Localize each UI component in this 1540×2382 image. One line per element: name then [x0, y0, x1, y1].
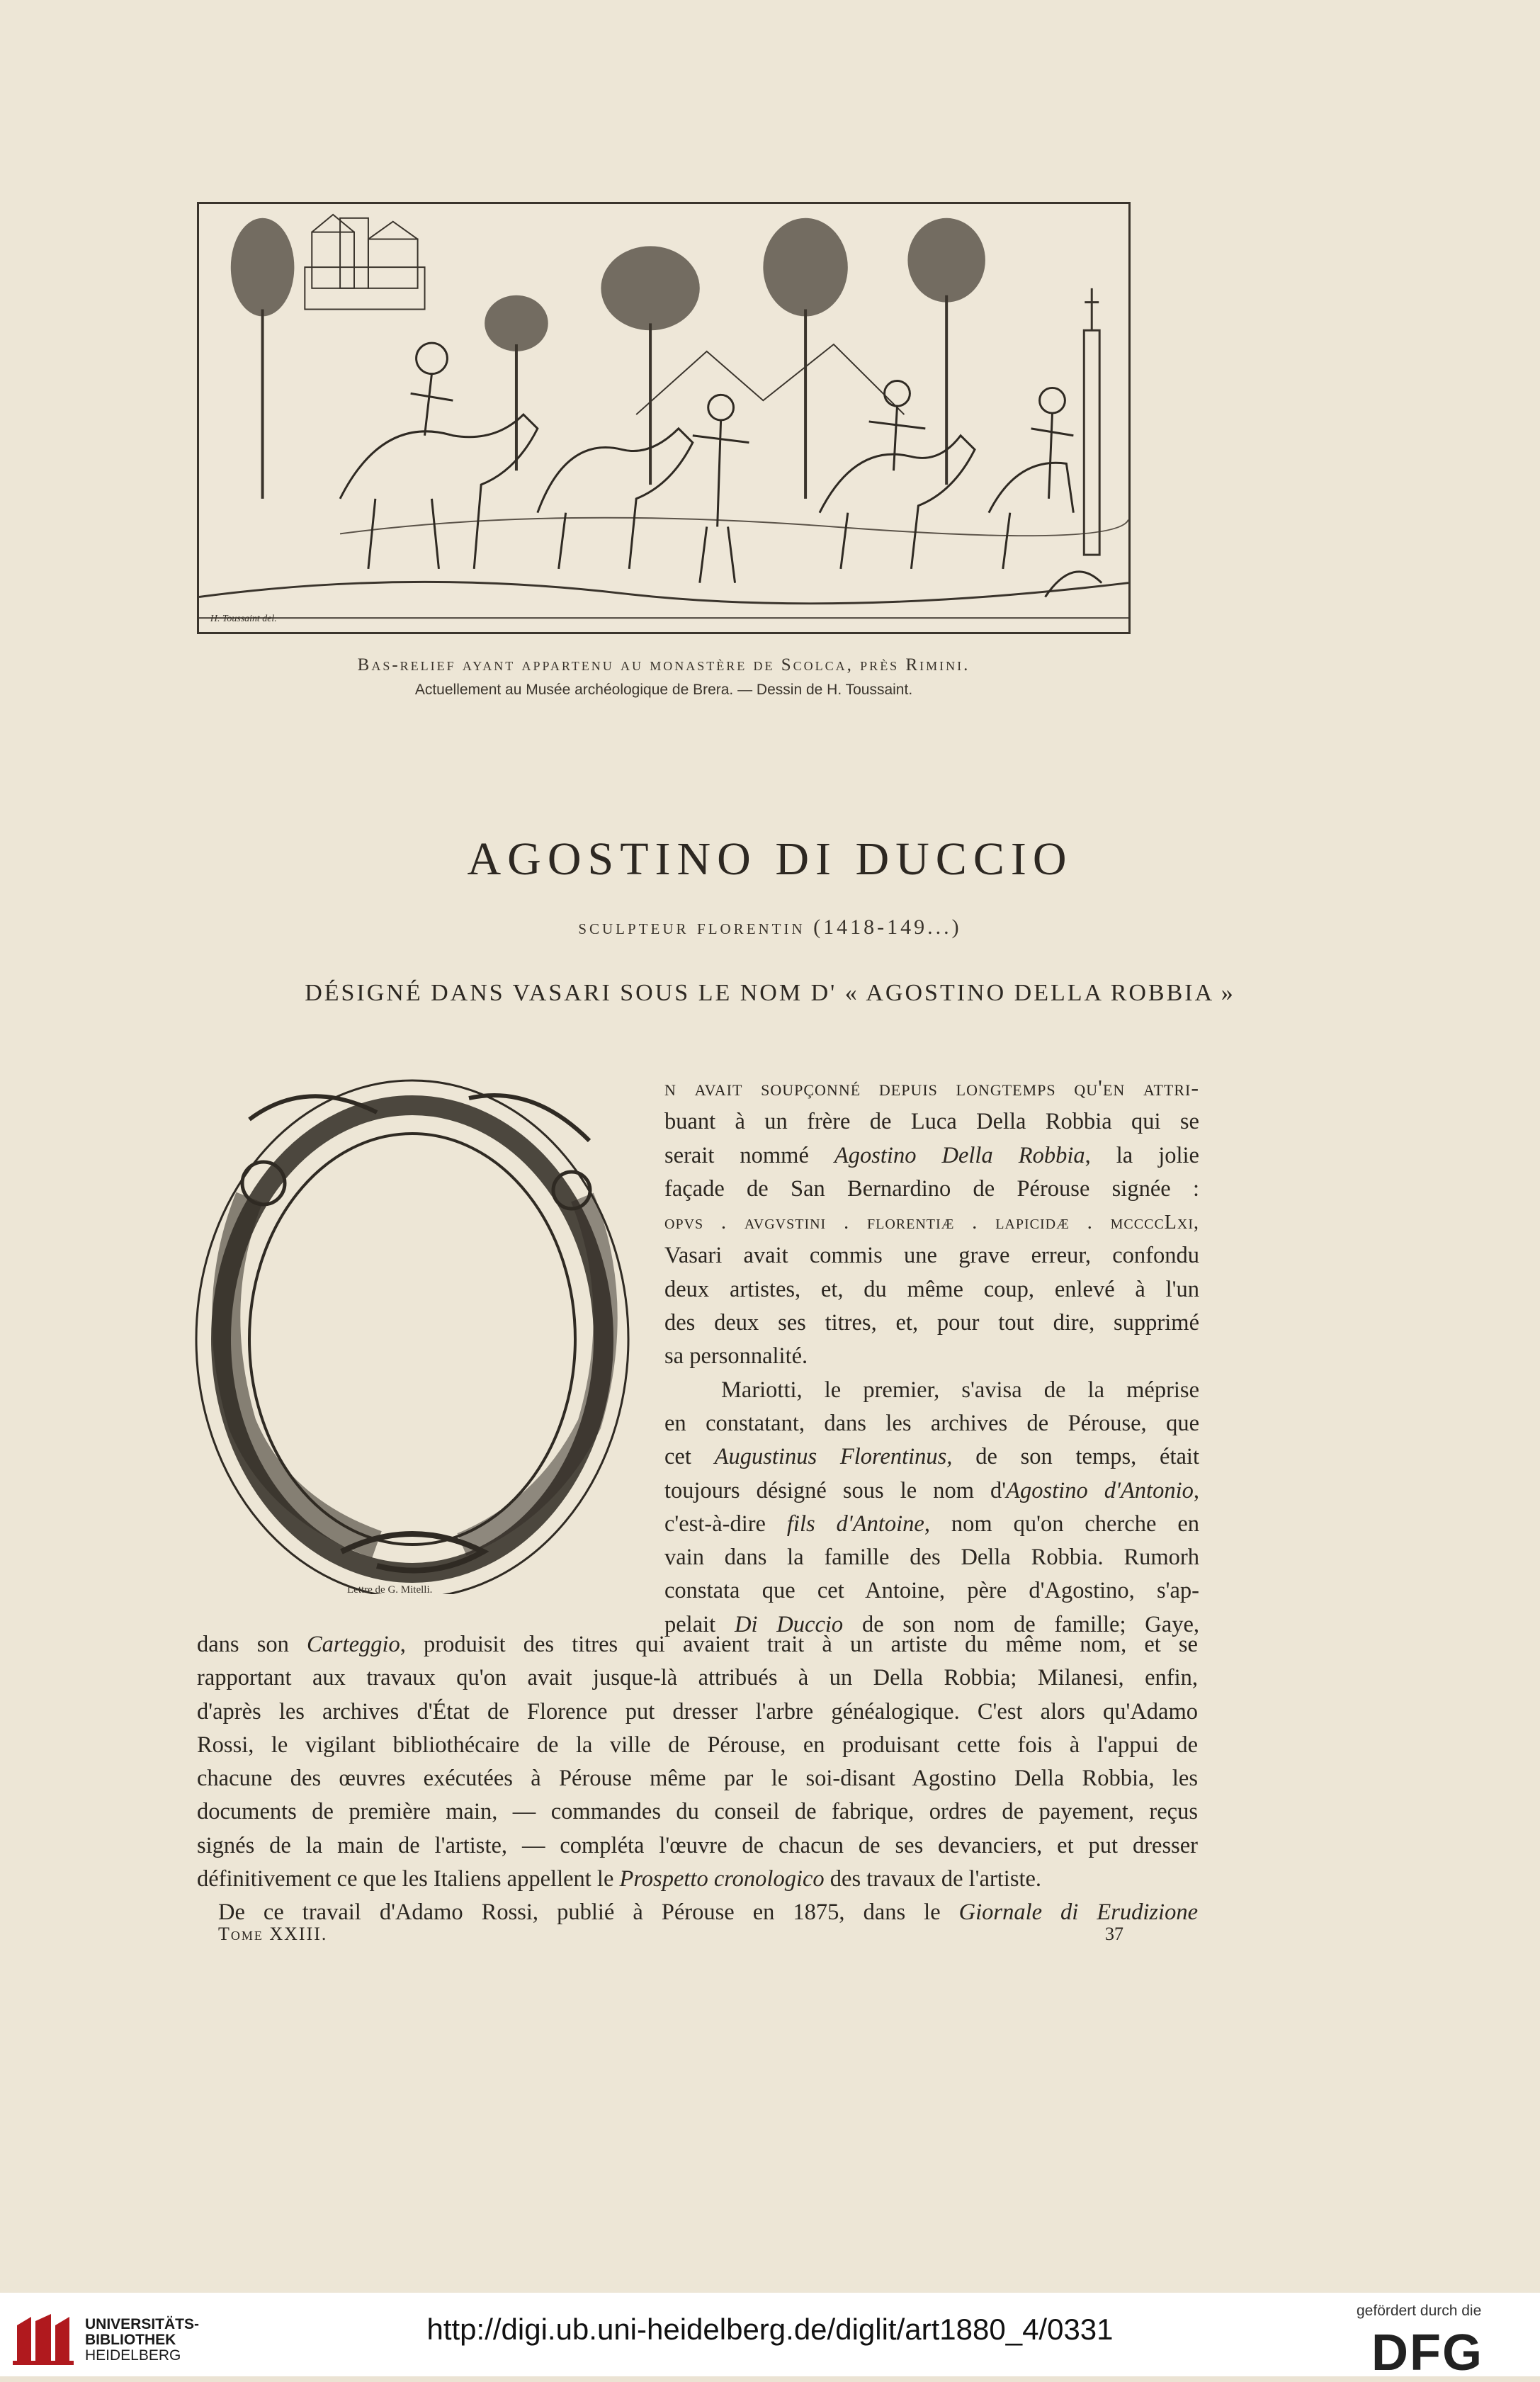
- text-span: De ce travail d'Adamo Rossi, publié à Pérouse en 1875, dans le: [218, 1900, 959, 1926]
- text-line: [664, 1071, 1199, 1105]
- text-span: serait nommé: [664, 1142, 834, 1168]
- page-number: 37: [1105, 1924, 1123, 1944]
- text-line: [197, 1896, 1198, 1929]
- text-line: documents de première main, — commandes du conseil de fabrique, ordres de payement, reçus: [197, 1799, 1198, 1825]
- text-line: Rossi, le vigilant bibliothécaire de la ville de Pérouse, en produisant cette fois à l'appui de: [197, 1732, 1198, 1758]
- ornamental-initial-image: [164, 1056, 646, 1594]
- italic-span: Giornale di Erudizione: [958, 1900, 1198, 1926]
- source-url-link[interactable]: http://digi.ub.uni-heidelberg.de/diglit/art1880_4/0331: [426, 2313, 1114, 2346]
- italic-span: Prospetto cronologico: [619, 1866, 825, 1892]
- text-span: pelait: [664, 1611, 735, 1637]
- ornamental-initial-o: [164, 1056, 646, 1594]
- text-span: , produisit des titres qui avaient trait à un artiste du même nom, et se: [400, 1632, 1198, 1657]
- article-subtitle: sculpteur florentin (1418-149...): [578, 915, 962, 939]
- text-span: de son nom de famille; Gaye,: [843, 1611, 1199, 1637]
- italic-span: Carteggio: [306, 1632, 400, 1657]
- inscription-line: opvs . avgvstini . florentiæ . lapicidæ . mccccLxi,: [664, 1212, 1199, 1234]
- initial-caption: Lettre de G. Mitelli.: [347, 1584, 433, 1596]
- university-line3: HEIDELBERG: [85, 2347, 181, 2364]
- text-line: signés de la main de l'artiste, — compléta l'œuvre de chacun de ses devanciers, et put dresser: [197, 1832, 1198, 1858]
- article-title: AGOSTINO DI DUCCIO: [467, 833, 1073, 885]
- dfg-logo: DFG: [1371, 2325, 1483, 2381]
- text-span: n avait soupçonné depuis longtemps qu'en attri-: [664, 1075, 1199, 1100]
- text-line: rapportant aux travaux qu'on avait jusque-là attribués à un Della Robbia; Milanesi, enfin,: [197, 1665, 1198, 1691]
- figure-caption-line2: Actuellement au Musée archéologique de Brera. — Dessin de H. Toussaint.: [414, 682, 913, 698]
- text-span: , la jolie: [1085, 1142, 1199, 1168]
- text-line: [664, 1440, 1199, 1474]
- text-line: chacune des œuvres exécutées à Pérouse même par le soi-disant Agostino Della Robbia, les: [197, 1766, 1198, 1792]
- text-line: buant à un frère de Luca Della Robbia qui se: [664, 1109, 1199, 1135]
- text-line: Vasari avait commis une grave erreur, confondu: [664, 1243, 1199, 1269]
- text-line: [664, 1139, 1199, 1173]
- text-line: [197, 1863, 1198, 1896]
- tome-label: Tome XXIII.: [218, 1924, 328, 1944]
- plate-signature: H. Toussaint del.: [210, 614, 277, 625]
- text-line: constata que cet Antoine, père d'Agostino, s'ap-: [664, 1578, 1199, 1604]
- text-span: ,: [1193, 1477, 1199, 1503]
- italic-span: Augustinus Florentinus,: [714, 1444, 953, 1470]
- text-line: [664, 1508, 1199, 1541]
- dfg-funding-label: gefördert durch die: [1357, 2303, 1482, 2319]
- article-subtitle-2: DÉSIGNÉ DANS VASARI SOUS LE NOM D' « AGOSTINO DELLA ROBBIA »: [305, 980, 1235, 1006]
- figure-caption-line1: Bas-relief ayant appartenu au monastère de Scolca, près Rimini.: [357, 655, 970, 674]
- body-column: [664, 1071, 1199, 1642]
- italic-span: fils d'Antoine: [786, 1511, 924, 1537]
- body-full-width: [197, 1628, 1198, 1930]
- italic-span: Di Duccio: [735, 1611, 844, 1637]
- university-line2: BIBLIOTHEK: [85, 2332, 176, 2348]
- text-span: , nom qu'on cherche en: [924, 1511, 1199, 1537]
- text-line: en constatant, dans les archives de Pérouse, que: [664, 1410, 1199, 1436]
- text-span: dans son: [197, 1632, 307, 1657]
- text-span: toujours désigné sous le nom d': [664, 1477, 1007, 1503]
- bas-relief-engraving: [197, 202, 1131, 634]
- text-line: des deux ses titres, et, pour tout dire, supprimé: [664, 1310, 1199, 1336]
- text-span: de son temps, était: [952, 1444, 1199, 1470]
- text-line: vain dans la famille des Della Robbia. Rumorh: [664, 1545, 1199, 1571]
- text-line: sa personnalité.: [664, 1343, 808, 1370]
- text-line: d'après les archives d'État de Florence put dresser l'arbre généalogique. C'est alors qu'Adamo: [197, 1698, 1198, 1725]
- text-line: façade de San Bernardino de Pérouse signée :: [664, 1175, 1199, 1202]
- engraving-image: [199, 204, 1128, 632]
- text-line: deux artistes, et, du même coup, enlevé à l'un: [664, 1276, 1199, 1302]
- text-line: [664, 1474, 1199, 1508]
- text-span: c'est-à-dire: [664, 1511, 787, 1537]
- text-span: définitivement ce que les Italiens appellent le: [197, 1866, 620, 1892]
- text-span: des travaux de l'artiste.: [824, 1866, 1042, 1892]
- text-line: Mariotti, le premier, s'avisa de la méprise: [721, 1377, 1199, 1403]
- university-line1: UNIVERSITÄTS-: [85, 2316, 200, 2332]
- text-line: [197, 1628, 1198, 1661]
- italic-span: Agostino d'Antonio: [1006, 1477, 1194, 1503]
- text-span: cet: [664, 1444, 715, 1470]
- italic-span: Agostino Della Robbia: [834, 1142, 1085, 1168]
